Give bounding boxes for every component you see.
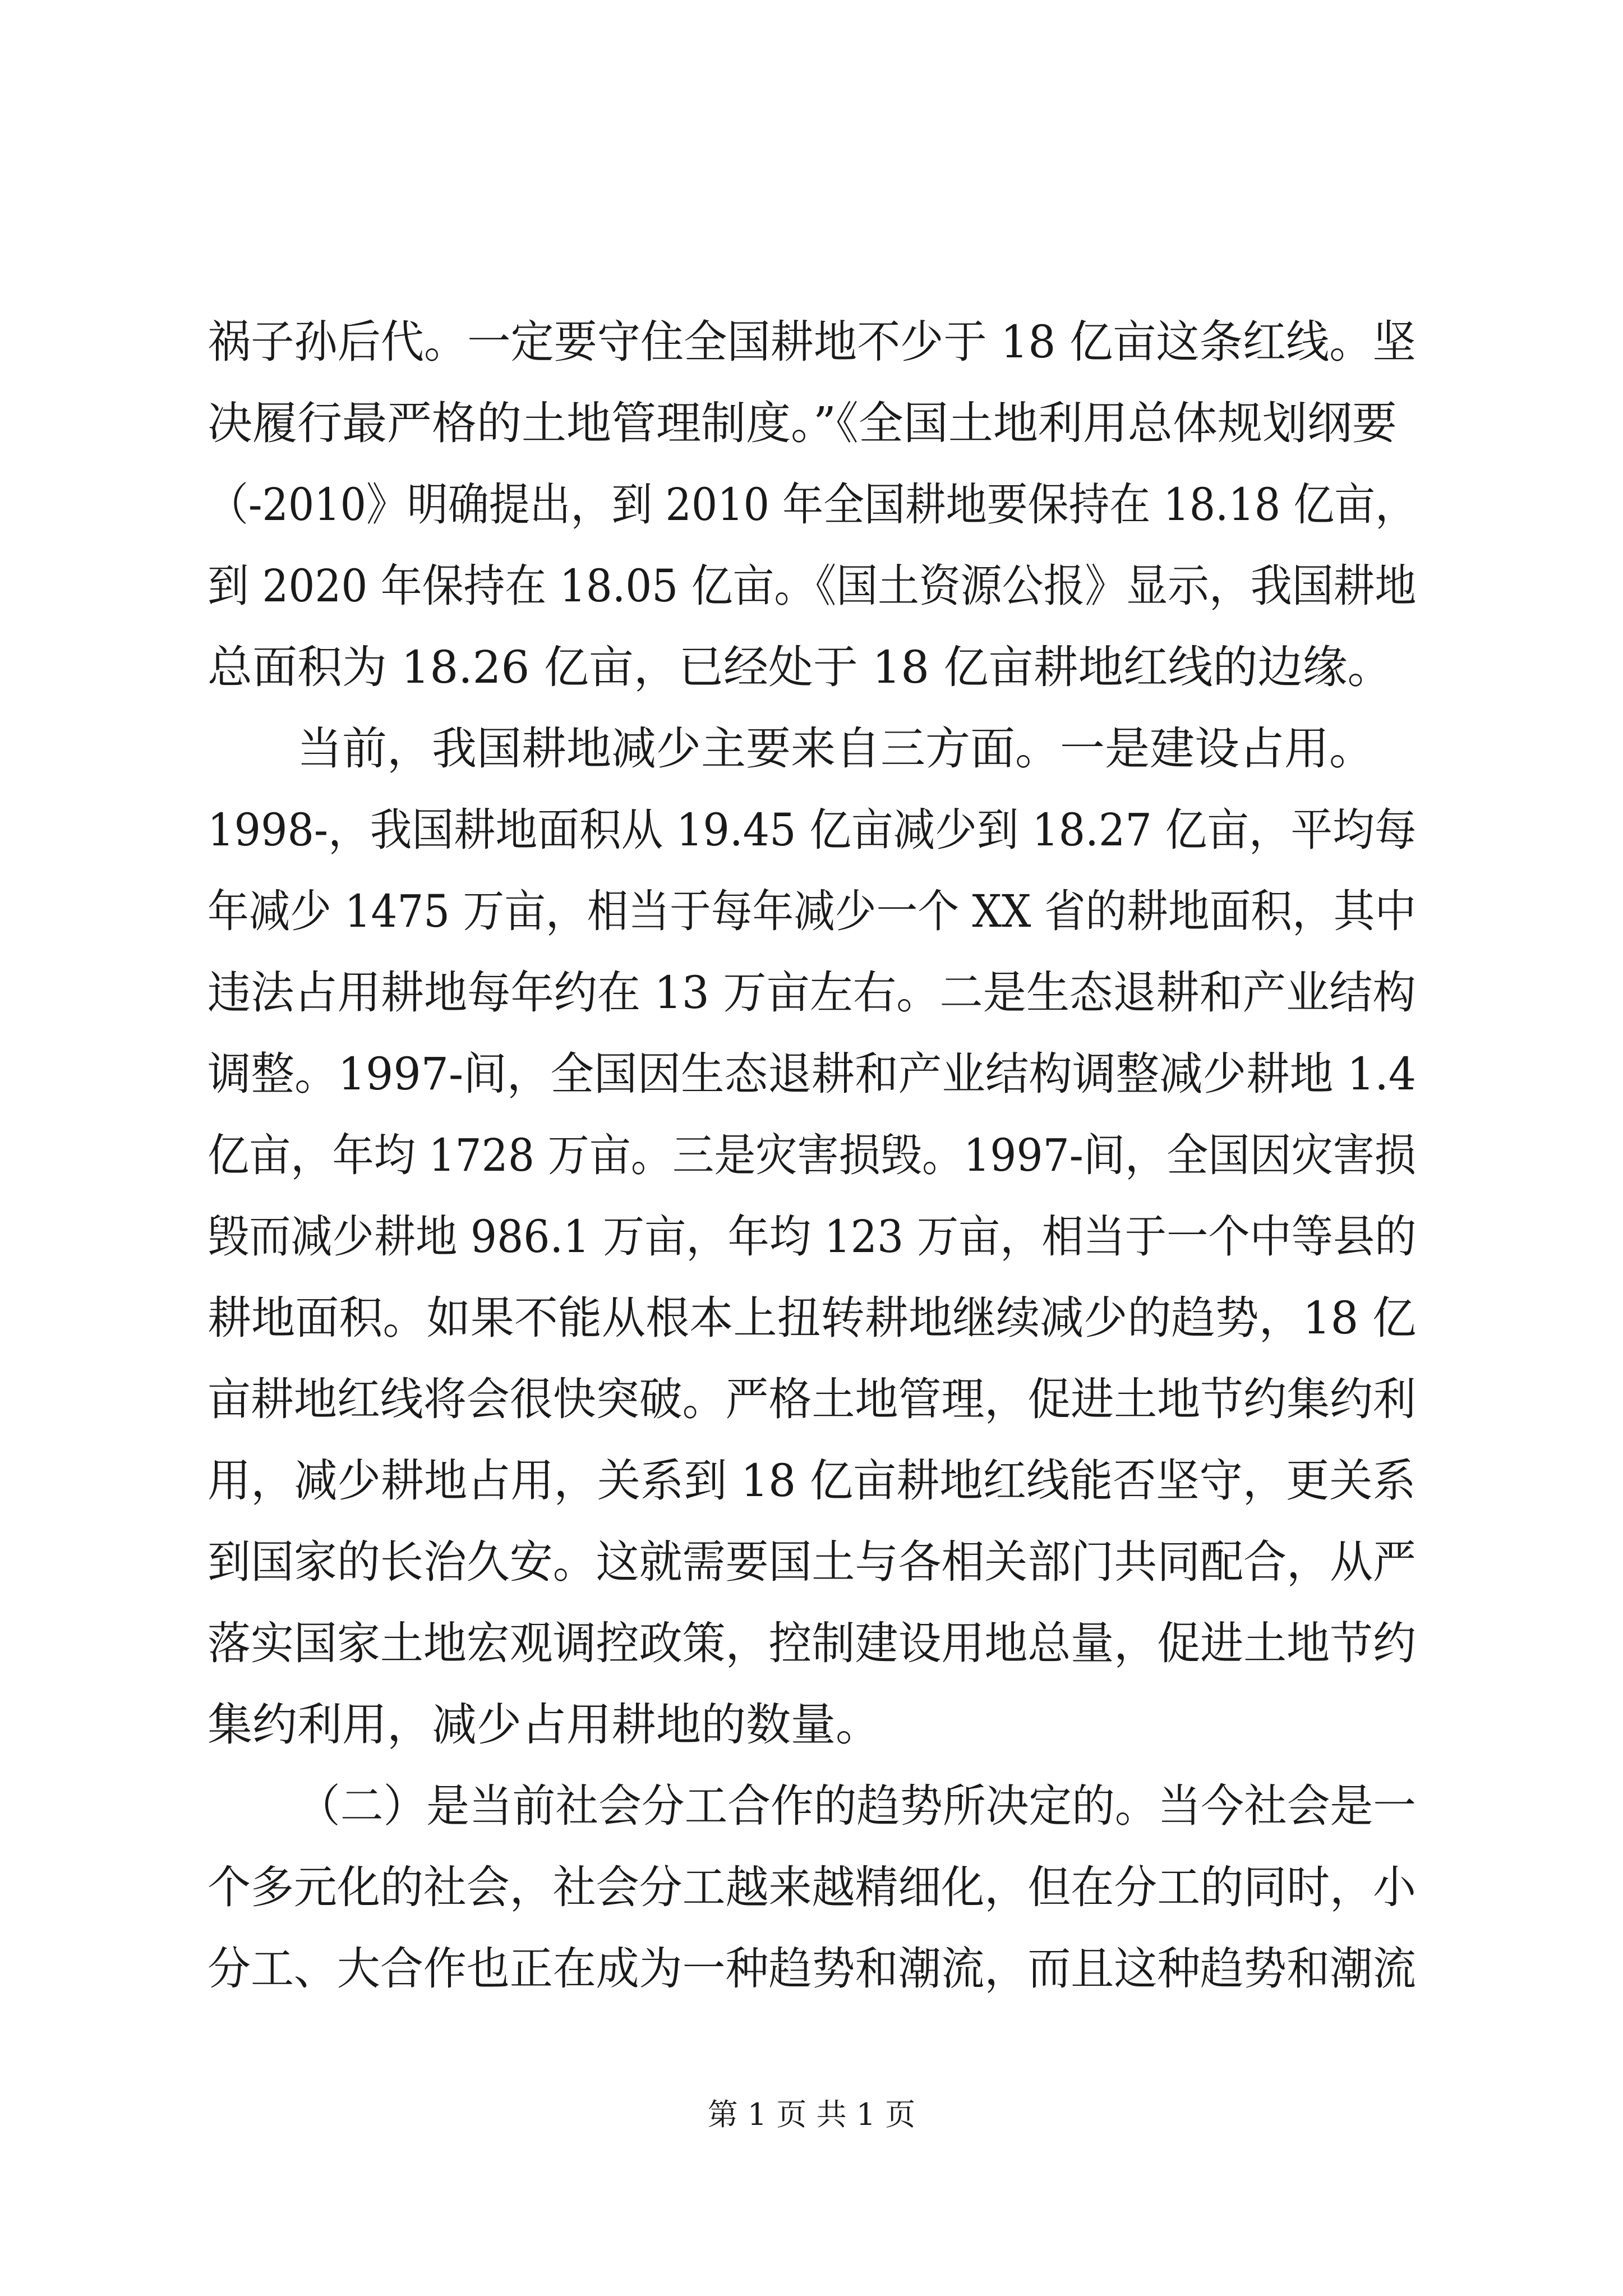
text-line (0, 1927, 1623, 2011)
text-line (0, 869, 1623, 954)
line-text: 决履行最严格的土地管理制度。”《全国土地利用总体规划纲要 (208, 397, 1397, 449)
line-text: 亩耕地红线将会很快突破。严格土地管理，促进土地节约集约利 (208, 1373, 1416, 1425)
text-line (0, 951, 1623, 1035)
text-line (0, 1195, 1623, 1279)
line-text: 毁而减少耕地 986.1 万亩，年均 123 万亩，相当于一个中等县的 (208, 1211, 1417, 1263)
text-line (0, 1358, 1623, 1442)
line-text: 调整。1997-间，全国因生态退耕和产业结构调整减少耕地 1.4 (208, 1048, 1417, 1100)
text-line (0, 1683, 1623, 1767)
text-line (0, 1602, 1623, 1686)
text-line (0, 381, 1623, 466)
text-line (0, 463, 1623, 547)
line-text: （二）是当前社会分工合作的趋势所决定的。当今社会是一 (297, 1780, 1416, 1832)
paragraph-first-line (0, 1764, 1623, 1848)
page-footer: 第 1 页 共 1 页 (707, 2097, 916, 2132)
line-text: 年减少 1475 万亩，相当于每年减少一个 XX 省的耕地面积，其中 (208, 885, 1417, 937)
text-line (0, 1114, 1623, 1198)
line-text: 个多元化的社会，社会分工越来越精细化，但在分工的同时，小 (208, 1861, 1416, 1913)
line-text: 亿亩，年均 1728 万亩。三是灾害损毁。1997-间，全国因灾害损 (208, 1129, 1417, 1181)
line-text: 到国家的长治久安。这就需要国土与各相关部门共同配合，从严 (208, 1536, 1416, 1588)
text-line (0, 1032, 1623, 1116)
line-text: 用，减少耕地占用，关系到 18 亿亩耕地红线能否坚守，更关系 (208, 1455, 1416, 1507)
text-line (0, 625, 1623, 710)
line-text: 耕地面积。如果不能从根本上扭转耕地继续减少的趋势，18 亿 (208, 1292, 1417, 1344)
paragraph-first-line (0, 707, 1623, 791)
line-text: 违法占用耕地每年约在 13 万亩左右。二是生态退耕和产业结构 (208, 967, 1416, 1019)
line-text: 总面积为 18.26 亿亩，已经处于 18 亿亩耕地红线的边缘。 (208, 641, 1393, 693)
line-text: 落实国家土地宏观调控政策，控制建设用地总量，促进土地节约 (208, 1617, 1416, 1669)
text-line (0, 300, 1623, 384)
line-text: 祸子孙后代。一定要守住全国耕地不少于 18 亿亩这条红线。坚 (208, 316, 1416, 368)
line-text: 1998-，我国耕地面积从 19.45 亿亩减少到 18.27 亿亩，平均每 (208, 804, 1417, 856)
line-text: 到 2020 年保持在 18.05 亿亩。《国土资源公报》显示，我国耕地 (208, 560, 1417, 612)
text-line (0, 1439, 1623, 1523)
text-line (0, 1520, 1623, 1604)
line-text: 分工、大合作也正在成为一种趋势和潮流，而且这种趋势和潮流 (208, 1943, 1416, 1995)
line-text: 当前，我国耕地减少主要来自三方面。一是建设占用。 (297, 723, 1374, 775)
line-text: （-2010》明确提出，到 2010 年全国耕地要保持在 18.18 亿亩， (208, 478, 1416, 531)
text-line (0, 1276, 1623, 1360)
line-text: 集约利用，减少占用耕地的数量。 (208, 1699, 880, 1751)
text-line (0, 1846, 1623, 1930)
text-line (0, 544, 1623, 628)
text-line (0, 788, 1623, 872)
